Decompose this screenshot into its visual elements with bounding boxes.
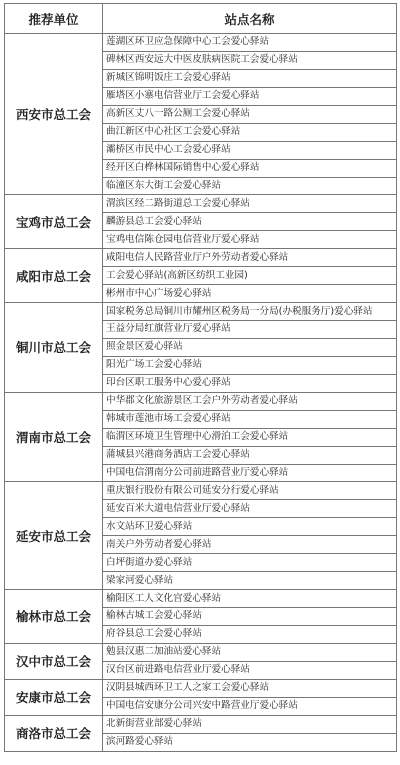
station-name-cell: 滨河路爱心驿站 bbox=[103, 733, 397, 751]
station-name-cell: 印台区职工服务中心爱心驿站 bbox=[103, 374, 397, 392]
station-name-cell: 曲江新区中心社区工会爱心驿站 bbox=[103, 123, 397, 141]
table-row bbox=[5, 482, 397, 500]
unit-name-cell: 宝鸡市总工会 bbox=[5, 195, 103, 249]
station-name-cell: 王益分局红旗营业厅爱心驿站 bbox=[103, 321, 397, 339]
table-row bbox=[5, 715, 397, 733]
station-list-table bbox=[4, 3, 397, 752]
station-name-cell: 蒲城县兴港商务酒店工会爱心驿站 bbox=[103, 446, 397, 464]
station-name-cell: 中国电信渭南分公司前进路营业厅爱心驿站 bbox=[103, 464, 397, 482]
station-name-cell: 灞桥区市民中心工会爱心驿站 bbox=[103, 141, 397, 159]
unit-name-cell: 安康市总工会 bbox=[5, 679, 103, 715]
station-name-cell: 高新区丈八一路公厕工会爱心驿站 bbox=[103, 105, 397, 123]
unit-name-cell: 汉中市总工会 bbox=[5, 643, 103, 679]
station-name-cell: 经开区白桦林国际销售中心爱心驿站 bbox=[103, 159, 397, 177]
unit-name-cell: 铜川市总工会 bbox=[5, 303, 103, 393]
unit-name-cell: 榆林市总工会 bbox=[5, 590, 103, 644]
station-name-cell: 北新街营业部爱心驿站 bbox=[103, 715, 397, 733]
unit-name-cell: 渭南市总工会 bbox=[5, 392, 103, 482]
station-name-cell: 勉县汉惠二加油站爱心驿站 bbox=[103, 643, 397, 661]
station-name-cell: 韩城市莲池市场工会爱心驿站 bbox=[103, 410, 397, 428]
header-recommending-unit: 推荐单位 bbox=[5, 4, 103, 34]
station-name-cell: 渭滨区经二路街道总工会爱心驿站 bbox=[103, 195, 397, 213]
unit-name-cell: 商洛市总工会 bbox=[5, 715, 103, 751]
station-name-cell: 咸阳电信人民路营业厅户外劳动者爱心驿站 bbox=[103, 249, 397, 267]
station-name-cell: 水文站环卫爱心驿站 bbox=[103, 518, 397, 536]
station-name-cell: 临潼区东大街工会爱心驿站 bbox=[103, 177, 397, 195]
table-body bbox=[5, 34, 397, 752]
table-row bbox=[5, 249, 397, 267]
table-header-row bbox=[5, 4, 397, 34]
station-name-cell: 碑林区西安远大中医皮肤病医院工会爱心驿站 bbox=[103, 51, 397, 69]
station-name-cell: 南关户外劳动者爱心驿站 bbox=[103, 536, 397, 554]
unit-name-cell: 咸阳市总工会 bbox=[5, 249, 103, 303]
station-name-cell: 新城区锦明饭庄工会爱心驿站 bbox=[103, 69, 397, 87]
table-row bbox=[5, 34, 397, 52]
station-name-cell: 府谷县总工会爱心驿站 bbox=[103, 625, 397, 643]
station-name-cell: 中华郡文化旅游景区工会户外劳动者爱心驿站 bbox=[103, 392, 397, 410]
station-list-table-container bbox=[4, 3, 396, 752]
station-name-cell: 榆林古城工会爱心驿站 bbox=[103, 608, 397, 626]
unit-name-cell: 延安市总工会 bbox=[5, 482, 103, 590]
station-name-cell: 中国电信安康分公司兴安中路营业厅爱心驿站 bbox=[103, 697, 397, 715]
station-name-cell: 白坪街道办爱心驿站 bbox=[103, 554, 397, 572]
table-row bbox=[5, 392, 397, 410]
station-name-cell: 麟游县总工会爱心驿站 bbox=[103, 213, 397, 231]
station-name-cell: 国家税务总局铜川市耀州区税务局一分局(办税服务厅)爱心驿站 bbox=[103, 303, 397, 321]
table-row bbox=[5, 590, 397, 608]
station-name-cell: 汉阴县城西环卫工人之家工会爱心驿站 bbox=[103, 679, 397, 697]
station-name-cell: 延安百米大道电信营业厅爱心驿站 bbox=[103, 500, 397, 518]
station-name-cell: 工会爱心驿站(高新区纺织工业园) bbox=[103, 267, 397, 285]
table-row bbox=[5, 303, 397, 321]
station-name-cell: 重庆银行股份有限公司延安分行爱心驿站 bbox=[103, 482, 397, 500]
station-name-cell: 莲湖区环卫应急保障中心工会爱心驿站 bbox=[103, 34, 397, 52]
station-name-cell: 梁家河爱心驿站 bbox=[103, 572, 397, 590]
header-station-name: 站点名称 bbox=[103, 4, 397, 34]
unit-name-cell: 西安市总工会 bbox=[5, 34, 103, 195]
station-name-cell: 榆阳区工人文化宫爱心驿站 bbox=[103, 590, 397, 608]
station-name-cell: 雁塔区小寨电信营业厅工会爱心驿站 bbox=[103, 87, 397, 105]
station-name-cell: 宝鸡电信陈仓园电信营业厅爱心驿站 bbox=[103, 231, 397, 249]
station-name-cell: 临渭区环境卫生管理中心滑泊工会爱心驿站 bbox=[103, 428, 397, 446]
table-row bbox=[5, 679, 397, 697]
station-name-cell: 照金景区爱心驿站 bbox=[103, 338, 397, 356]
table-row bbox=[5, 195, 397, 213]
table-row bbox=[5, 643, 397, 661]
station-name-cell: 阳光广场工会爱心驿站 bbox=[103, 356, 397, 374]
station-name-cell: 彬州市中心广场爱心驿站 bbox=[103, 285, 397, 303]
station-name-cell: 汉台区前进路电信营业厅爱心驿站 bbox=[103, 661, 397, 679]
